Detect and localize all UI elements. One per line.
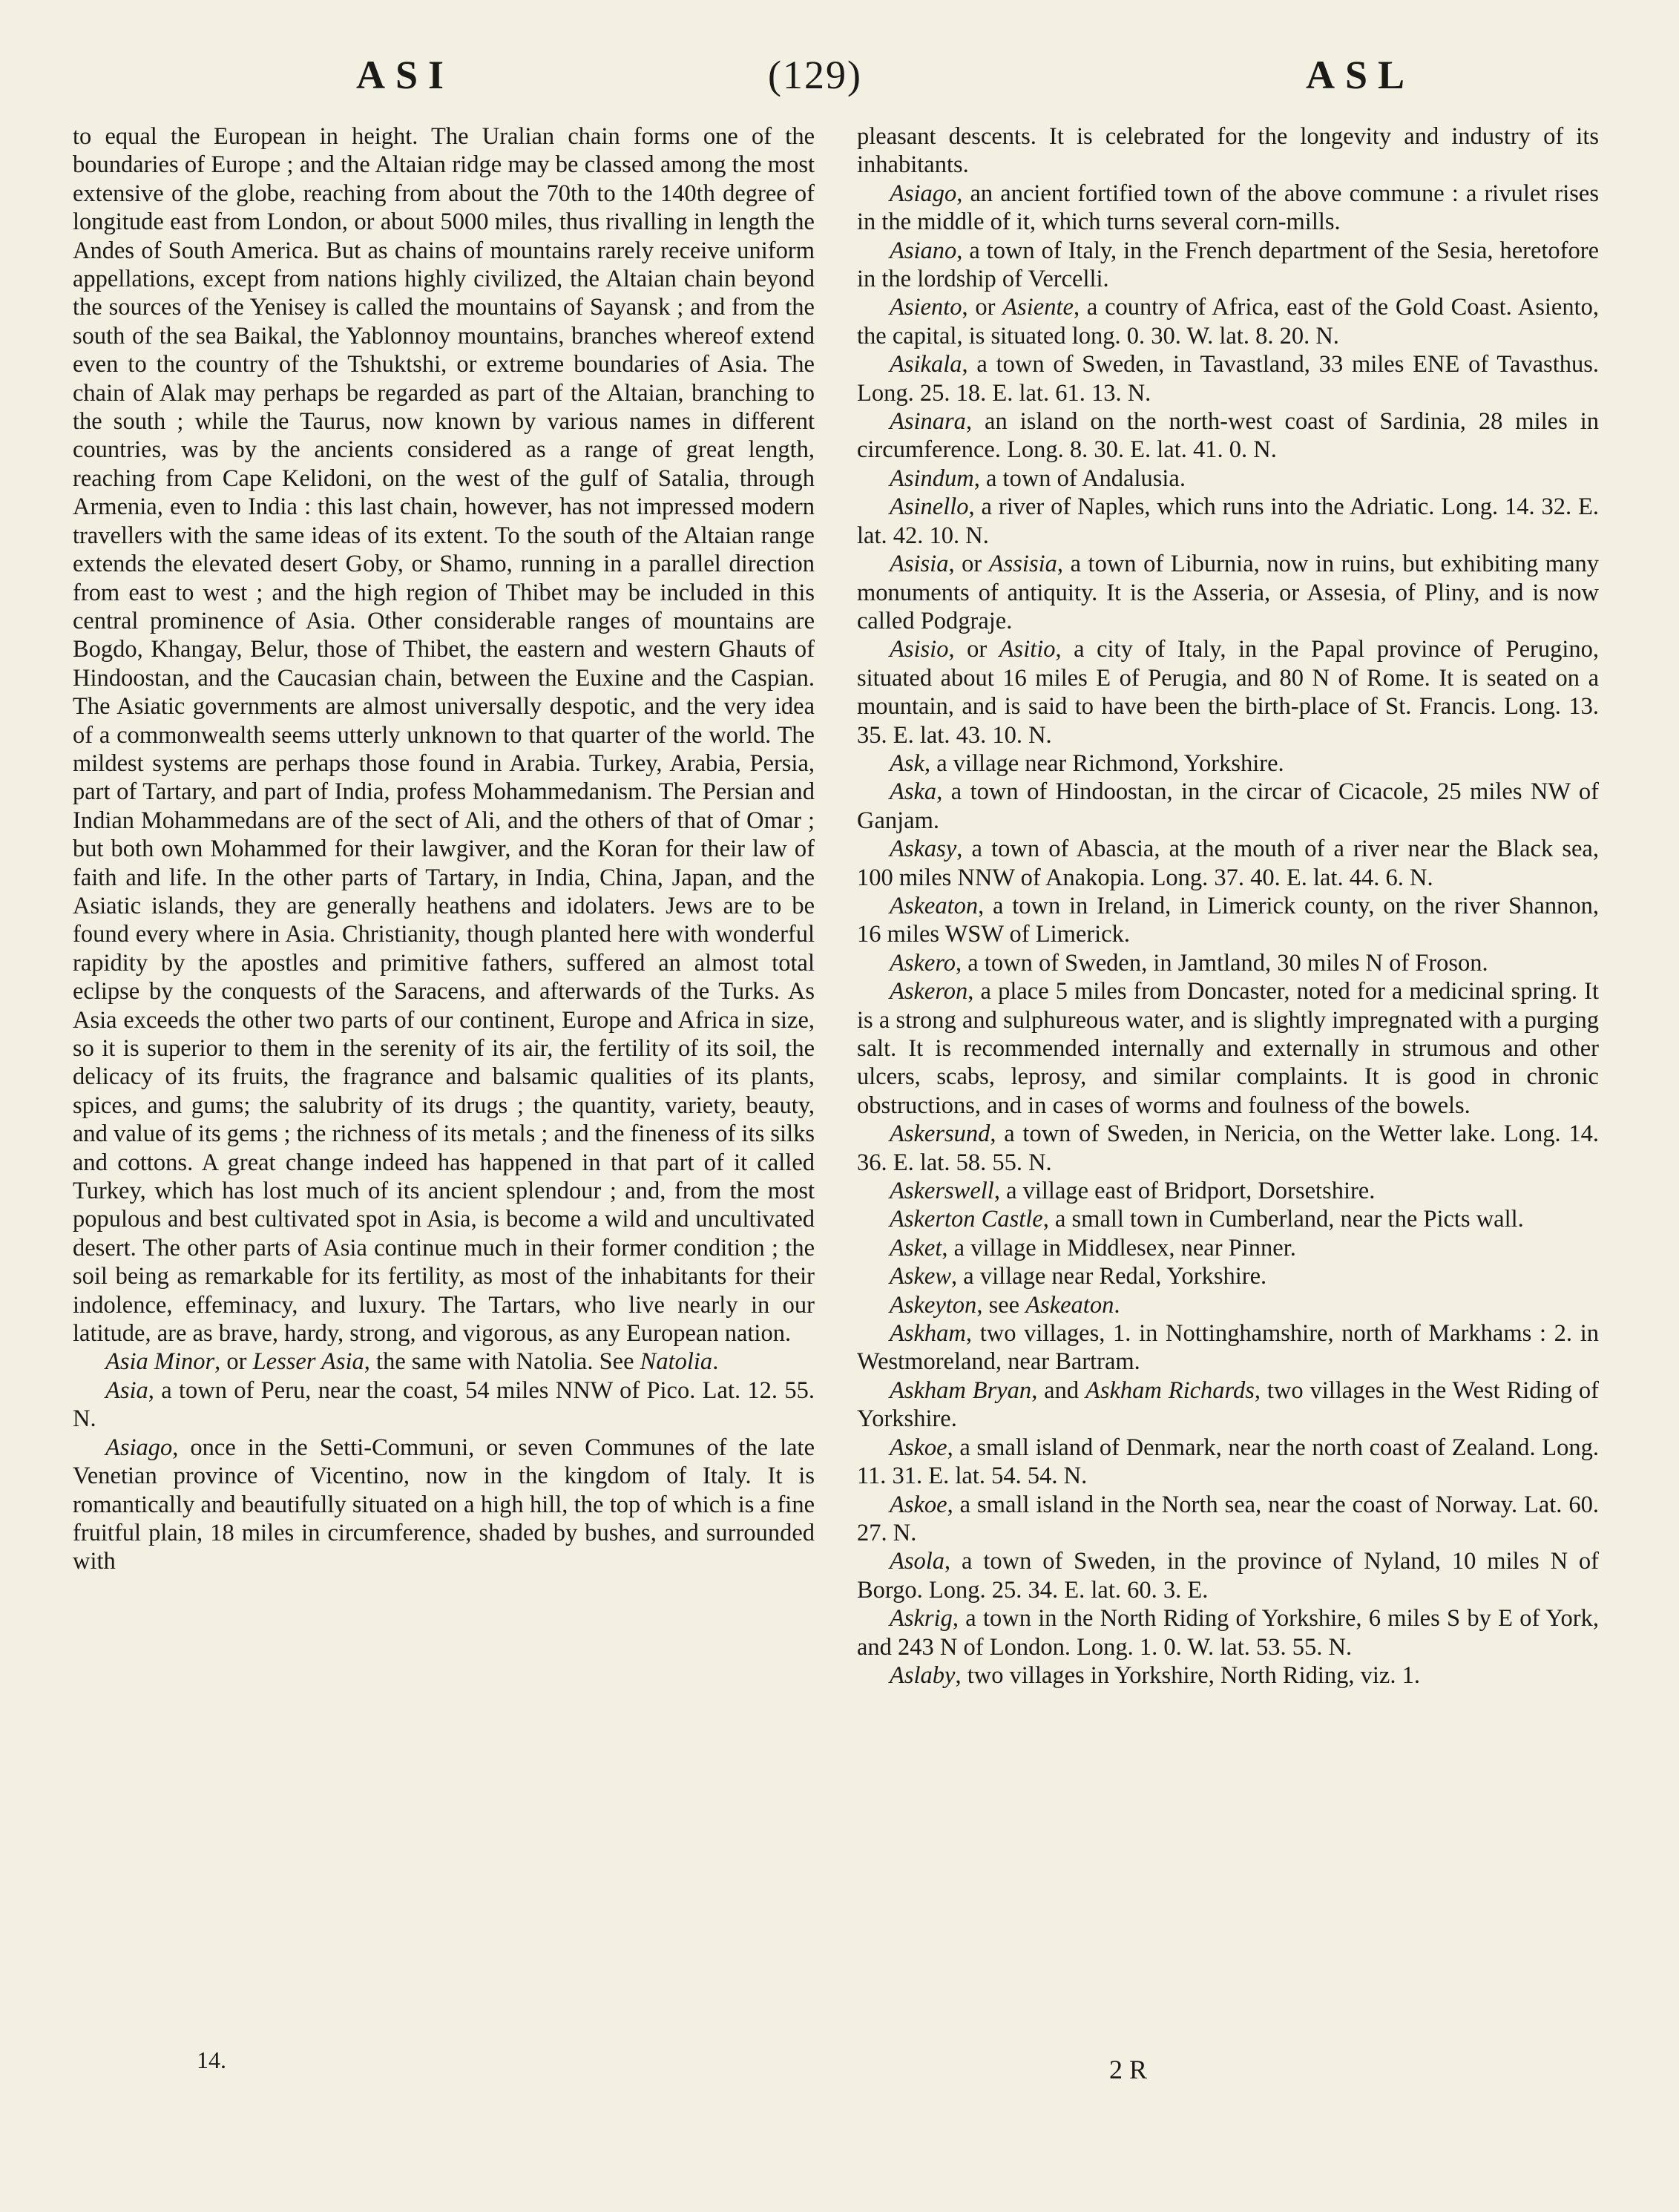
entry-headword: Askeaton (1025, 1291, 1114, 1319)
gazetteer-entry (857, 949, 1599, 977)
entry-headword: Askerton Castle (890, 1206, 1043, 1233)
gazetteer-entry (857, 1434, 1599, 1491)
entry-headword: Asitio (999, 636, 1056, 663)
continuation-paragraph: to equal the European in height. The Uralian chain forms one of the boundaries of Europe ; and the Altaian ridge may be classed among the most extensive of the globe, reaching from about the 70th to the 140th degree of longitude east from London, or about 5000 miles, thus rivalling in length the Andes of South America. But as chains of mountains rarely receive uniform appellations, except from nations highly civilized, the Altaian chain beyond the sources of the Yenisey is called the mountains of Sayansk ; and from the south of the sea Baikal, the Yablonnoy mountains, branches whereof extend even to the country of the Tshuktshi, or extreme boundaries of Asia. The chain of Alak may perhaps be regarded as part of the Altaian, branching to the south ; while the Taurus, now known by various names in different countries, was by the ancients considered as a range of great length, reaching from Cape Kelidoni, on the west of the gulf of Satalia, through Armenia, even to India : this last chain, however, has not impressed modern travellers with the same ideas of its extent. To the south of the Altaian range extends the elevated desert Goby, or Shamo, running in a parallel direction from east to west ; and the high region of Thibet may be included in this central prominence of Asia. Other considerable ranges of mountains are Bogdo, Khangay, Belur, those of Thibet, the eastern and western Ghauts of Hindoostan, and the Caucasian chain, between the Euxine and the Caspian. The Asiatic governments are almost universally despotic, and the very idea of a commonwealth seems utterly unknown to that quarter of the world. The mildest systems are perhaps those found in Arabia. Turkey, Arabia, Persia, part of Tartary, and part of India, profess Mohammedanism. The Persian and Indian Mohammedans are of the sect of Ali, and the others of that of Omar ; but both own Mohammed for their lawgiver, and the Koran for their law of faith and life. In the other parts of Tartary, in India, China, Japan, and the Asiatic islands, they are generally heathens and idolaters. Jews are to be found every where in Asia. Christianity, though planted here with wonderful rapidity by the apostles and primitive fathers, suffered an almost total eclipse by the conquests of the Saracens, and afterwards of the Turks. As Asia exceeds the other two parts of our continent, Europe and Africa in size, so it is superior to them in the serenity of its air, the fertility of its soil, the delicacy of its fruits, the fragrance and balsamic qualities of its plants, spices, and gums; the salubrity of its drugs ; the quantity, variety, beauty, and value of its gems ; the richness of its metals ; and the fineness of its silks and cottons. A great change indeed has happened in that part of it called Turkey, which has lost much of its ancient splendour ; and, from the most populous and best cultivated spot in Asia, is become a wild and uncultivated desert. The other parts of Asia continue much in their former condition ; the soil being as remarkable for its fertility, as most of the inhabitants for their indolence, effeminacy, and luxury. The Tartars, who live nearly in our latitude, are as brave, hardy, strong, and vigorous, as any European nation. (73, 123, 815, 1348)
entry-headword: Askeyton (890, 1291, 977, 1319)
entry-text: . (1114, 1291, 1120, 1319)
entry-text: , an ancient fortified town of the above commune : a rivulet rises in the middle of it, which turns several corn-mills. (857, 180, 1599, 236)
running-header (74, 52, 1605, 119)
gazetteer-entry (857, 1205, 1599, 1233)
entry-headword: Askeron (890, 978, 968, 1005)
entry-headword: Askersund (890, 1120, 990, 1148)
page-number: (129) (768, 53, 862, 97)
gazetteer-entry (857, 835, 1599, 892)
entry-headword: Asiento (890, 294, 962, 321)
right-column (857, 122, 1599, 1690)
gazetteer-entry (857, 180, 1599, 237)
gazetteer-entry (857, 1262, 1599, 1290)
entry-headword: Asiago (890, 180, 957, 207)
entry-text: , a small town in Cumberland, near the Picts wall. (1042, 1206, 1524, 1233)
left-column (73, 122, 815, 1576)
entry-text: , a town of Liburnia, now in ruins, but exhibiting many monuments of antiquity. It is the Asseria, or Assesia, of Pliny, and is now called Podgraje. (857, 551, 1599, 634)
gazetteer-entry (857, 1234, 1599, 1262)
entry-text: , once in the Setti-Communi, or seven Communes of the late Venetian province of Vicentino, now in the kingdom of Italy. It is romantically and beautifully situated on a high hill, the top of which is a fine fruitful plain, 18 miles in circumference, shaded by bushes, and surrounded with (73, 1434, 815, 1575)
gazetteer-entry (73, 1434, 815, 1576)
entry-text: . (712, 1348, 719, 1376)
entry-headword: Asinello (890, 493, 969, 521)
entry-text: , two villages in Yorkshire, North Riding, viz. 1. (955, 1661, 1420, 1689)
entry-text: , or (948, 551, 989, 578)
entry-text: , a town of Abascia, at the mouth of a river near the Black sea, 100 miles NNW of Anakopia. Long. 37. 40. E. lat. 44. 6. N. (857, 836, 1599, 891)
entry-text: , a river of Naples, which runs into the Adriatic. Long. 14. 32. E. lat. 42. 10. N. (857, 493, 1599, 549)
entry-text: , see (976, 1291, 1026, 1319)
gazetteer-entry (857, 407, 1599, 465)
entry-text: , a town of Sweden, in the province of Nyland, 10 miles N of Borgo. Long. 25. 34. E. lat. 60. 3. E. (857, 1548, 1599, 1604)
entry-text: , a town of Italy, in the French department of the Sesia, heretofore in the lordship of Vercelli. (857, 237, 1599, 293)
entry-text: , a town in Ireland, in Limerick county, on the river Shannon, 16 miles WSW of Limerick. (857, 892, 1599, 948)
entry-headword: Asia Minor (105, 1348, 215, 1376)
gazetteer-entry (857, 293, 1599, 350)
entry-headword: Askham Bryan (890, 1376, 1032, 1404)
entry-headword: Asiago (105, 1434, 173, 1461)
gazetteer-entry (73, 1348, 815, 1376)
gazetteer-entry (857, 1120, 1599, 1177)
signature-mark-left: 14. (197, 2047, 226, 2073)
entry-text: , or (948, 636, 999, 663)
entry-text: , a village near Richmond, Yorkshire. (924, 749, 1284, 777)
entry-text: , a village near Redal, Yorkshire. (951, 1263, 1267, 1290)
entry-headword: Aslaby (890, 1661, 956, 1689)
entry-text: , a city of Italy, in the Papal province of Perugino, situated about 16 miles E of Perugia, and 80 N of Rome. It is seated on a mountain, and is said to have been the birth-place of St. Francis. Long. 13. 35. E. lat. 43. 10. N. (857, 636, 1599, 749)
entry-text: , a small island in the North sea, near the coast of Norway. Lat. 60. 27. N. (857, 1491, 1599, 1546)
gazetteer-entry (857, 1177, 1599, 1205)
entry-text: , a town of Sweden, in Jamtland, 30 miles N of Froson. (956, 949, 1488, 977)
gazetteer-entry (857, 1547, 1599, 1604)
entry-headword: Asola (890, 1548, 945, 1575)
continuation-paragraph: pleasant descents. It is celebrated for the longevity and industry of its inhabitants. (857, 123, 1599, 179)
entry-headword: Asisia (890, 551, 949, 578)
entry-text: , two villages in the West Riding of Yorkshire. (857, 1376, 1599, 1433)
entry-headword: Askham Richards (1085, 1376, 1255, 1404)
gazetteer-entry (857, 1661, 1599, 1690)
gazetteer-entry (857, 1291, 1599, 1319)
header-left-word: ASI (356, 53, 455, 97)
entry-headword: Lesser Asia (252, 1348, 364, 1376)
entry-headword: Askeaton (890, 892, 979, 919)
entry-text: , a town of Hindoostan, in the circar of Cicacole, 25 miles NW of Ganjam. (857, 778, 1599, 834)
gazetteer-entry (857, 778, 1599, 835)
gazetteer-entry (857, 1319, 1599, 1376)
signature-mark-right: 2 R (1109, 2055, 1148, 2084)
entry-headword: Asiano (890, 237, 957, 264)
entry-headword: Natolia (640, 1348, 713, 1376)
gazetteer-entry (857, 749, 1599, 778)
entry-headword: Asikala (890, 351, 962, 378)
gazetteer-entry (857, 1604, 1599, 1661)
entry-headword: Asket (890, 1234, 942, 1261)
entry-headword: Askrig (890, 1605, 953, 1632)
gazetteer-entry (857, 237, 1599, 294)
entry-headword: Askew (890, 1263, 952, 1290)
gazetteer-entry (857, 1491, 1599, 1548)
entry-text: , a town of Sweden, in Nericia, on the Wetter lake. Long. 14. 36. E. lat. 58. 55. N. (857, 1120, 1599, 1176)
entry-headword: Askoe (890, 1434, 947, 1461)
header-right-word: ASL (1306, 53, 1416, 97)
entry-text: , two villages, 1. in Nottinghamshire, north of Markhams : 2. in Westmoreland, near Bartram. (857, 1320, 1599, 1376)
entry-text: , a town of Andalusia. (973, 465, 1186, 492)
entry-headword: Assisia (988, 551, 1057, 578)
gazetteer-entry (857, 892, 1599, 949)
entry-headword: Ask (890, 749, 924, 777)
entry-text: , and (1031, 1376, 1085, 1404)
entry-headword: Askasy (890, 836, 957, 863)
entry-text: , a town of Sweden, in Tavastland, 33 miles ENE of Tavasthus. Long. 25. 18. E. lat. 61. 13. N. (857, 351, 1599, 407)
gazetteer-entry (73, 1376, 815, 1434)
gazetteer-entry (857, 1376, 1599, 1434)
entry-headword: Asindum (890, 465, 974, 492)
entry-text: , a place 5 miles from Doncaster, noted for a medicinal spring. It is a strong and sulphureous water, and is slightly impregnated with a purging salt. It is recommended internally and externally in strumous and other ulcers, scabs, leprosy, and similar complaints. It is good in chronic obstructions, and in cases of worms and foulness of the bowels. (857, 978, 1599, 1119)
entry-text: , a village in Middlesex, near Pinner. (942, 1234, 1296, 1261)
entry-headword: Askoe (890, 1491, 947, 1518)
entry-text: , a village east of Bridport, Dorsetshire. (993, 1178, 1376, 1205)
gazetteer-entry (857, 493, 1599, 550)
gazetteer-entry (857, 635, 1599, 749)
entry-text: , or (962, 294, 1003, 321)
entry-text: , or (214, 1348, 253, 1376)
gazetteer-entry (857, 977, 1599, 1120)
entry-headword: Askham (890, 1320, 966, 1348)
entry-headword: Asisio (890, 636, 949, 663)
entry-headword: Askerswell (890, 1178, 994, 1205)
entry-text: , a country of Africa, east of the Gold Coast. Asiento, the capital, is situated long. 0. 30. W. lat. 8. 20. N. (857, 294, 1600, 349)
gazetteer-entry (857, 465, 1599, 493)
entry-headword: Asinara (890, 408, 966, 436)
gazetteer-entry (857, 350, 1599, 407)
entry-text: , the same with Natolia. See (364, 1348, 640, 1376)
entry-text: , a town in the North Riding of Yorkshire, 6 miles S by E of York, and 243 N of London. Long. 1. 0. W. lat. 53. 55. N. (857, 1605, 1599, 1661)
entry-text: , a town of Peru, near the coast, 54 miles NNW of Pico. Lat. 12. 55. N. (73, 1376, 815, 1433)
entry-text: , an island on the north-west coast of Sardinia, 28 miles in circumference. Long. 8. 30. E. lat. 41. 0. N. (857, 408, 1599, 464)
entry-headword: Asia (105, 1376, 148, 1404)
entry-text: , a small island of Denmark, near the north coast of Zealand. Long. 11. 31. E. lat. 54. 54. N. (857, 1434, 1599, 1490)
gazetteer-entry (857, 550, 1599, 635)
entry-headword: Aska (890, 778, 937, 806)
entry-headword: Askero (890, 949, 956, 977)
entry-headword: Asiente (1002, 294, 1074, 321)
